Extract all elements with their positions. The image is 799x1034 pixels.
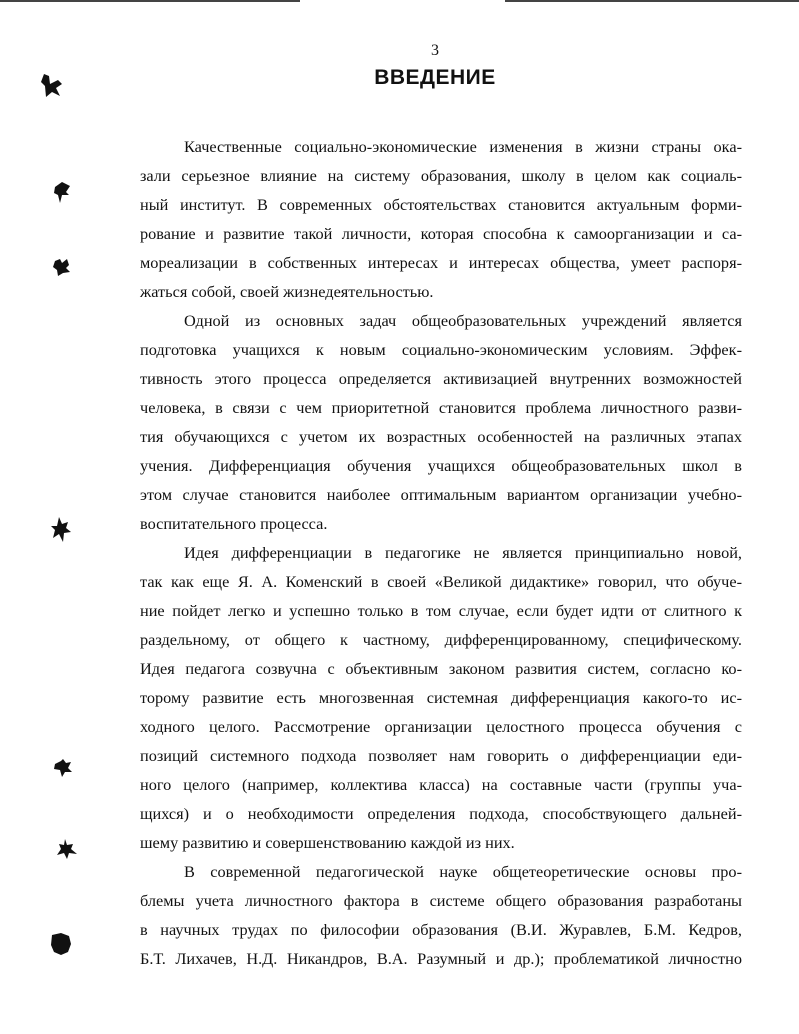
text-line: человека, в связи с чем приоритетной становится проблема личностного разви- [140,398,742,417]
text-line: воспитательного процесса. [140,514,328,533]
text-line: Б.Т. Лихачев, Н.Д. Никандров, В.А. Разумный и др.); проблематикой личностно [140,949,742,968]
text-line: торому развитие есть многозвенная системная дифференциация какого-то ис- [140,688,742,707]
text-line: этом случае становится наиболее оптимальным вариантом организации учебно- [140,485,742,504]
scan-blot-mark [56,838,78,860]
text-line: Идея педагога созвучна с объективным законом развития систем, согласно ко- [140,659,742,678]
scan-blot-mark [49,516,73,546]
paragraph [140,857,742,973]
text-line: мореализации в собственных интересах и интересах общества, умеет распоря- [140,253,742,272]
text-line: учения. Дифференциация обучения учащихся общеобразовательных школ в [140,456,742,475]
text-line: раздельному, от общего к частному, дифференцированному, специфическому. [140,630,742,649]
text-line: ный институт. В современных обстоятельствах становится актуальным форми- [140,195,742,214]
page-number: 3 [431,42,439,59]
scan-blot-mark [52,257,72,277]
paragraph [140,306,742,538]
scan-blot-mark [52,181,72,205]
scan-blot-mark [53,758,73,778]
text-line: жаться собой, своей жизнедеятельностью. [140,282,434,301]
text-line: ходного целого. Рассмотрение организации целостного процесса обучения с [140,717,742,736]
scan-top-border-right [505,0,799,2]
scan-blot-mark [40,72,68,98]
text-line: тивность этого процесса определяется активизацией внутренних возможностей [140,369,742,388]
text-line: В современной педагогической науке общетеоретические основы про- [184,862,742,881]
text-line: рование и развитие такой личности, которая способна к самоорганизации и са- [140,224,742,243]
text-line: позиций системного подхода позволяет нам говорить о дифференциации еди- [140,746,742,765]
page-title: ВВЕДЕНИЕ [374,66,496,89]
paragraph [140,538,742,857]
text-line: шему развитию и совершенствованию каждой из них. [140,833,515,852]
text-line: Одной из основных задач общеобразовательных учреждений является [184,311,742,330]
text-line: тия обучающихся с учетом их возрастных особенностей на различных этапах [140,427,742,446]
text-line: блемы учета личностного фактора в системе общего образования разработаны [140,891,742,910]
document-body [140,132,742,973]
scan-blot-mark [49,932,73,956]
text-line: ние пойдет легко и успешно только в том случае, если будет идти от слитного к [140,601,742,620]
text-line: подготовка учащихся к новым социально-экономическим условиям. Эффек- [140,340,742,359]
text-line: зали серьезное влияние на систему образования, школу в целом как социаль- [140,166,742,185]
text-line: Качественные социально-экономические изменения в жизни страны ока- [184,137,742,156]
paragraph [140,132,742,306]
text-line: ного целого (например, коллектива класса) на составные части (группы уча- [140,775,742,794]
text-line: так как еще Я. А. Коменский в своей «Великой дидактике» говорил, что обуче- [140,572,742,591]
text-line: в научных трудах по философии образования (В.И. Журавлев, Б.М. Кедров, [140,920,742,939]
text-line: щихся) и о необходимости определения подхода, способствующего дальней- [140,804,742,823]
scan-top-border-left [0,0,300,2]
text-line: Идея дифференциации в педагогике не является принципиально новой, [184,543,742,562]
